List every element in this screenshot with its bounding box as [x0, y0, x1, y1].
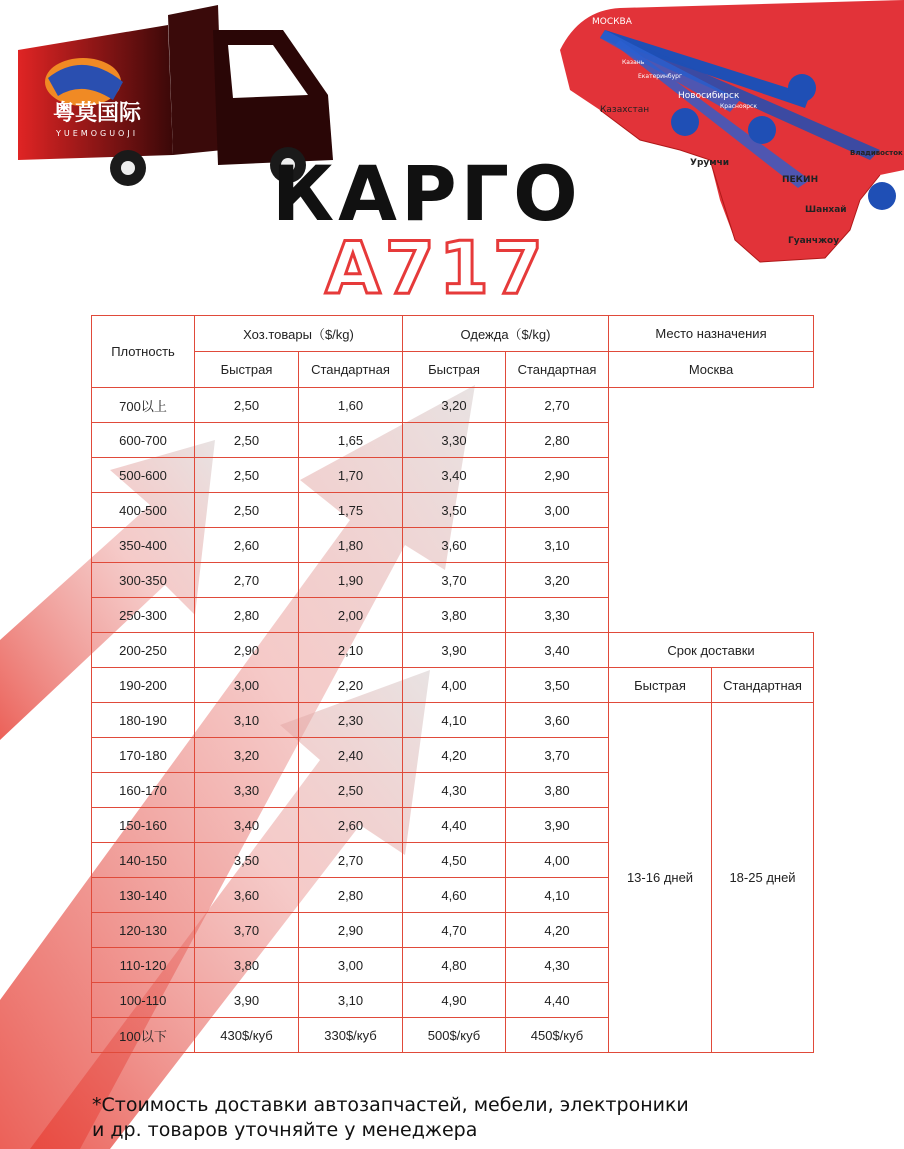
table-row: [92, 388, 814, 423]
table-cell: 3,90: [403, 633, 506, 668]
table-row: [92, 668, 814, 703]
table-cell: 2,50: [195, 423, 299, 458]
table-cell: 4,20: [403, 738, 506, 773]
logo-latin: YUEMOGUOJI: [56, 129, 139, 138]
table-cell: 500-600: [92, 458, 195, 493]
table-cell: 4,30: [506, 948, 609, 983]
table-row: [92, 528, 814, 563]
table-cell: 2,10: [299, 633, 403, 668]
table-cell: 2,60: [299, 808, 403, 843]
table-cell: 4,30: [403, 773, 506, 808]
table-cell: 3,30: [506, 598, 609, 633]
table-cell: 2,20: [299, 668, 403, 703]
map-city: ПЕКИН: [782, 175, 819, 185]
logo-cn: 粤莫国际: [53, 101, 142, 126]
table-cell: 3,60: [403, 528, 506, 563]
map-city: Казань: [622, 59, 645, 66]
table-cell: 150-160: [92, 808, 195, 843]
table-cell: 2,70: [195, 563, 299, 598]
table-cell: 3,70: [506, 738, 609, 773]
table-row: [92, 563, 814, 598]
table-cell: 3,90: [506, 808, 609, 843]
table-cell: 3,50: [195, 843, 299, 878]
table-cell: 4,60: [403, 878, 506, 913]
map-city: Красноярск: [720, 103, 757, 110]
table-cell: 430$/куб: [195, 1018, 299, 1053]
delivery-fast-header: Быстрая: [609, 668, 712, 703]
table-cell: 250-300: [92, 598, 195, 633]
table-cell: 3,10: [299, 983, 403, 1018]
table-cell: 130-140: [92, 878, 195, 913]
map-city: Екатеринбург: [638, 73, 683, 80]
table-cell: 100以下: [92, 1018, 195, 1053]
ship-icon: [868, 182, 896, 210]
table-cell: 3,00: [506, 493, 609, 528]
table-cell: 4,40: [403, 808, 506, 843]
table-cell: 450$/куб: [506, 1018, 609, 1053]
footnote-line: *Стоимость доставки автозапчастей, мебели, электроники: [92, 1094, 689, 1116]
table-row: [92, 633, 814, 668]
map-city: Владивосток: [850, 149, 903, 157]
table-cell: 170-180: [92, 738, 195, 773]
table-cell: 2,90: [506, 458, 609, 493]
delivery-label: Срок доставки: [609, 633, 814, 668]
table-cell: 120-130: [92, 913, 195, 948]
table-cell: 160-170: [92, 773, 195, 808]
table-cell: 3,40: [195, 808, 299, 843]
table-cell: 4,40: [506, 983, 609, 1018]
table-cell: 3,70: [195, 913, 299, 948]
title-code: А717: [325, 226, 548, 310]
table-cell: 2,40: [299, 738, 403, 773]
price-table: [91, 315, 814, 1053]
table-cell: 3,20: [506, 563, 609, 598]
table-row: [92, 423, 814, 458]
table-cell: 180-190: [92, 703, 195, 738]
table-cell: 400-500: [92, 493, 195, 528]
table-cell: 1,65: [299, 423, 403, 458]
delivery-standard-header: Стандартная: [712, 668, 814, 703]
table-cell: 4,80: [403, 948, 506, 983]
table-cell: 3,20: [403, 388, 506, 423]
table-cell: 1,75: [299, 493, 403, 528]
table-cell: 2,70: [506, 388, 609, 423]
table-cell: 3,00: [299, 948, 403, 983]
table-row: [92, 458, 814, 493]
table-cell: 110-120: [92, 948, 195, 983]
table-cell: 4,10: [403, 703, 506, 738]
table-cell: 2,50: [195, 493, 299, 528]
destination-value: Москва: [609, 352, 814, 388]
table-cell: 3,60: [195, 878, 299, 913]
table-row: [92, 493, 814, 528]
table-cell: 2,50: [195, 458, 299, 493]
table-cell: 3,80: [506, 773, 609, 808]
table-cell: 3,40: [403, 458, 506, 493]
header-destination: Место назначения: [609, 316, 814, 352]
table-cell: 200-250: [92, 633, 195, 668]
header-clothes: Одежда（$/kg): [403, 316, 609, 352]
table-row: [92, 598, 814, 633]
table-row: [92, 703, 814, 738]
header-clothes-standard: Стандартная: [506, 352, 609, 388]
table-cell: 3,50: [403, 493, 506, 528]
table-cell: 3,50: [506, 668, 609, 703]
header-density: Плотность: [92, 316, 195, 388]
table-cell: 2,80: [506, 423, 609, 458]
table-cell: 1,80: [299, 528, 403, 563]
table-cell: 100-110: [92, 983, 195, 1018]
table-cell: 1,60: [299, 388, 403, 423]
table-cell: 1,70: [299, 458, 403, 493]
table-cell: 1,90: [299, 563, 403, 598]
title-cargo: КАРГО: [272, 149, 582, 238]
table-cell: 3,10: [506, 528, 609, 563]
table-cell: 600-700: [92, 423, 195, 458]
map-city: Урумчи: [690, 158, 730, 168]
header-household-standard: Стандартная: [299, 352, 403, 388]
table-cell: 3,30: [195, 773, 299, 808]
map-city: Казахстан: [600, 105, 650, 115]
map-city: МОСКВА: [592, 17, 632, 27]
table-cell: 500$/куб: [403, 1018, 506, 1053]
truck-icon: [671, 108, 699, 136]
table-cell: 4,50: [403, 843, 506, 878]
table-cell: 4,90: [403, 983, 506, 1018]
table-cell: 330$/куб: [299, 1018, 403, 1053]
table-cell: 2,00: [299, 598, 403, 633]
table-cell: 3,80: [195, 948, 299, 983]
table-cell: 3,00: [195, 668, 299, 703]
table-cell: 350-400: [92, 528, 195, 563]
table-cell: 2,70: [299, 843, 403, 878]
delivery-standard-value: 18-25 дней: [712, 703, 814, 1053]
table-cell: 4,00: [403, 668, 506, 703]
table-cell: 2,90: [195, 633, 299, 668]
delivery-fast-value: 13-16 дней: [609, 703, 712, 1053]
table-cell: 3,60: [506, 703, 609, 738]
route-map: [560, 0, 904, 270]
header-clothes-fast: Быстрая: [403, 352, 506, 388]
table-cell: 4,20: [506, 913, 609, 948]
table-cell: 3,40: [506, 633, 609, 668]
table-cell: 700以上: [92, 388, 195, 423]
table-cell: 2,80: [299, 878, 403, 913]
table-cell: 2,90: [299, 913, 403, 948]
table-cell: 190-200: [92, 668, 195, 703]
table-cell: 3,10: [195, 703, 299, 738]
table-cell: 4,70: [403, 913, 506, 948]
map-city: Новосибирск: [678, 91, 740, 101]
header-household-fast: Быстрая: [195, 352, 299, 388]
table-cell: 3,90: [195, 983, 299, 1018]
table-cell: 4,10: [506, 878, 609, 913]
table-cell: 140-150: [92, 843, 195, 878]
table-cell: 3,80: [403, 598, 506, 633]
train-icon: [788, 74, 816, 102]
table-cell: 300-350: [92, 563, 195, 598]
map-city: Шанхай: [805, 205, 847, 215]
plane-icon: [748, 116, 776, 144]
table-cell: 2,50: [299, 773, 403, 808]
header-household: Хоз.товары（$/kg): [195, 316, 403, 352]
table-cell: 3,70: [403, 563, 506, 598]
table-cell: 2,60: [195, 528, 299, 563]
table-cell: 3,20: [195, 738, 299, 773]
table-cell: 2,30: [299, 703, 403, 738]
table-cell: 2,50: [195, 388, 299, 423]
map-city: Гуанчжоу: [788, 236, 840, 246]
footnote: [92, 1093, 689, 1143]
table-cell: 4,00: [506, 843, 609, 878]
table-cell: 3,30: [403, 423, 506, 458]
table-cell: 2,80: [195, 598, 299, 633]
footnote-line: и др. товаров уточняйте у менеджера: [92, 1119, 478, 1141]
